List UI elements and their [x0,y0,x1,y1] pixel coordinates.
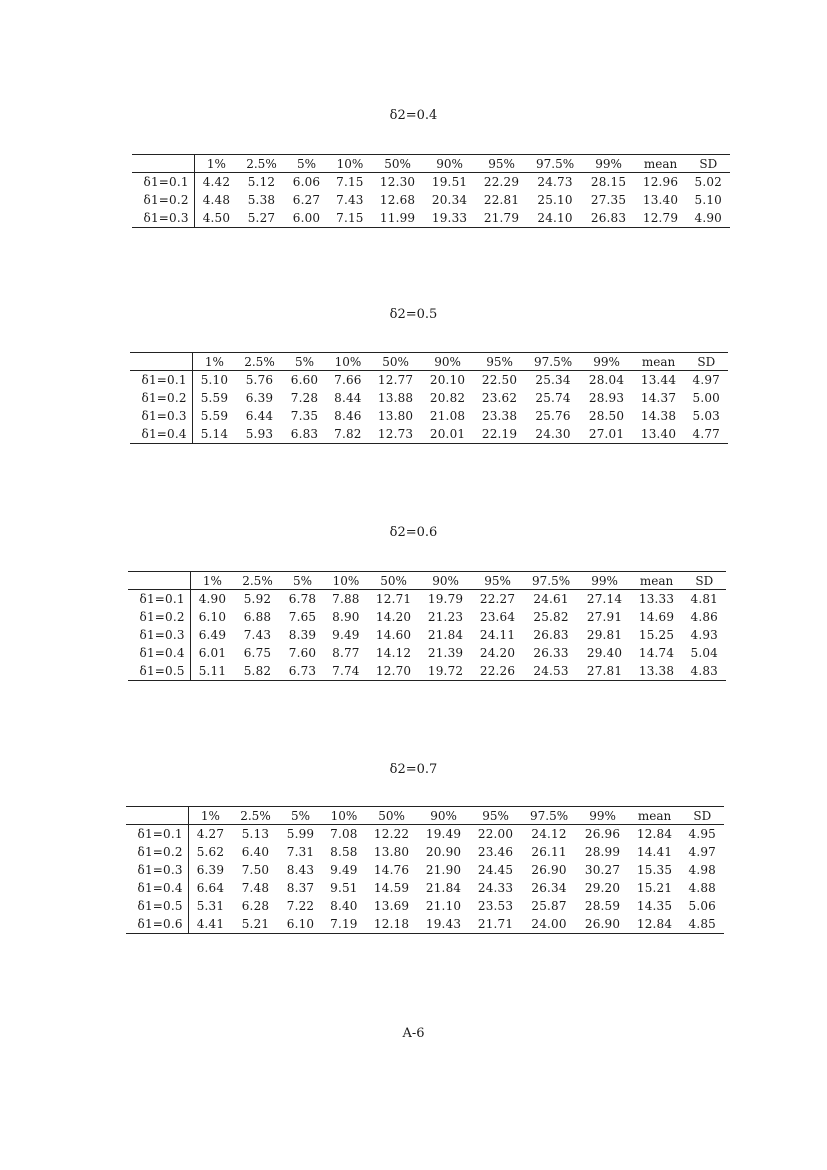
table-cell: 14.74 [638,646,675,660]
table-row [128,608,726,626]
header-corner-cell [132,155,194,173]
table-cell: 21.10 [425,899,462,913]
column-header: 10% [322,807,365,825]
table-cell: 8.46 [334,409,362,423]
column-header: 99% [577,807,629,825]
table-cell: 5.02 [694,175,723,189]
table-cell: 24.12 [531,827,567,841]
table-cell: 14.41 [636,845,673,859]
row-label: δ1=0.5 [128,662,190,681]
column-header: 50% [372,155,424,173]
table-cell: 9.49 [330,863,358,877]
table-caption-delta2-0-7: δ2=0.7 [389,762,438,777]
table-cell: 5.14 [200,427,229,441]
table-cell: 6.60 [290,373,319,387]
table-cell: 4.97 [688,845,717,859]
table-cell: 13.80 [377,409,414,423]
table-cell: 26.11 [531,845,567,859]
table-cell: 5.10 [694,193,723,207]
row-label: δ1=0.5 [126,897,188,915]
table-cell: 7.35 [290,409,319,423]
table-cell: 21.08 [429,409,466,423]
table-cell: 12.30 [379,175,416,189]
table-cell: 24.30 [535,427,571,441]
table-cell: 5.06 [688,899,717,913]
table-cell: 4.90 [198,592,227,606]
table-cell: 29.20 [584,881,621,895]
table-cell: 21.23 [427,610,464,624]
table-cell: 4.93 [690,628,719,642]
table-cell: 4.88 [688,881,717,895]
table-row [128,644,726,662]
table-cell: 22.00 [477,827,514,841]
table-cell: 26.96 [584,827,621,841]
table-cell: 14.20 [375,610,412,624]
table-cell: 20.34 [431,193,468,207]
column-header: 1% [192,353,236,371]
header-corner-cell [130,353,192,371]
table-cell: 14.76 [373,863,410,877]
column-header: 99% [583,155,635,173]
table-cell: 8.43 [286,863,315,877]
table-cell: 15.21 [636,881,673,895]
table-cell: 24.20 [479,646,516,660]
table-cell: 7.48 [241,881,270,895]
column-header: 90% [420,572,472,590]
table-row [126,843,724,861]
column-header: 10% [326,353,369,371]
table-cell: 12.79 [642,211,679,225]
table-cell: 21.79 [483,211,520,225]
table-cell: 6.73 [288,664,317,678]
table-cell: 7.74 [332,664,360,678]
table-cell: 22.81 [483,193,520,207]
column-header: SD [687,155,730,173]
table-cell: 27.14 [586,592,623,606]
row-label: δ1=0.1 [132,173,194,192]
column-header: 2.5% [238,155,285,173]
table-cell: 12.68 [379,193,416,207]
column-header: 90% [424,155,476,173]
table-cell: 28.59 [584,899,621,913]
column-header: 2.5% [236,353,283,371]
table-cell: 6.40 [241,845,270,859]
column-header: 99% [579,572,631,590]
table-cell: 21.71 [477,917,514,931]
column-header: 95% [474,353,526,371]
column-header: 10% [328,155,371,173]
column-header: 97.5% [524,572,579,590]
table-cell: 13.69 [373,899,410,913]
table-cell: 6.06 [292,175,321,189]
table-cell: 9.49 [332,628,360,642]
table-cell: 6.39 [245,391,274,405]
table-row [126,861,724,879]
table-cell: 24.73 [537,175,573,189]
column-header: SD [681,807,724,825]
table-cell: 21.84 [425,881,462,895]
table-cell: 6.88 [243,610,272,624]
table-cell: 8.90 [332,610,360,624]
table-cell: 24.00 [531,917,567,931]
table-row [128,662,726,681]
table-cell: 5.93 [245,427,274,441]
table-caption-delta2-0-4: δ2=0.4 [389,108,438,123]
column-header: mean [629,807,681,825]
table-cell: 12.73 [377,427,414,441]
table-cell: 19.33 [431,211,468,225]
table-header-row [132,155,730,173]
column-header: 10% [324,572,367,590]
column-header: mean [633,353,685,371]
table-cell: 9.51 [330,881,358,895]
table-cell: 13.38 [638,664,675,678]
table-cell: 13.33 [638,592,675,606]
quantile-table-delta2-0-4 [132,154,730,228]
table-cell: 5.00 [692,391,721,405]
row-label: δ1=0.2 [126,843,188,861]
table-cell: 24.10 [537,211,573,225]
column-header: 5% [279,807,322,825]
table-cell: 6.75 [243,646,272,660]
table-cell: 26.83 [533,628,569,642]
table-cell: 4.81 [690,592,719,606]
table-cell: 7.50 [241,863,270,877]
table-cell: 14.12 [375,646,412,660]
page-number: A-6 [402,1026,425,1041]
table-cell: 21.90 [425,863,462,877]
table-cell: 19.51 [431,175,468,189]
table-cell: 12.18 [373,917,410,931]
table-row [126,825,724,844]
table-cell: 5.04 [690,646,719,660]
table-header-row [128,572,726,590]
table-cell: 6.00 [292,211,321,225]
table-cell: 27.35 [590,193,627,207]
table-cell: 7.43 [336,193,364,207]
table-cell: 24.61 [533,592,569,606]
row-label: δ1=0.2 [130,389,192,407]
row-label: δ1=0.3 [130,407,192,425]
table-cell: 26.34 [531,881,567,895]
table-cell: 4.41 [196,917,225,931]
header-corner-cell [126,807,188,825]
table-cell: 28.04 [588,373,625,387]
table-cell: 22.50 [481,373,518,387]
table-row [130,407,728,425]
table-cell: 26.83 [590,211,627,225]
column-header: 1% [188,807,232,825]
table-cell: 7.15 [336,175,364,189]
table-cell: 14.59 [373,881,410,895]
table-cell: 26.90 [584,917,621,931]
table-cell: 5.10 [200,373,229,387]
table-cell: 6.49 [198,628,227,642]
table-cell: 8.40 [330,899,358,913]
table-cell: 22.19 [481,427,518,441]
table-cell: 8.77 [332,646,360,660]
row-label: δ1=0.3 [128,626,190,644]
table-cell: 4.42 [202,175,231,189]
table-cell: 7.15 [336,211,364,225]
table-cell: 28.50 [588,409,625,423]
table-cell: 5.92 [243,592,272,606]
column-header: mean [635,155,687,173]
table-cell: 25.10 [537,193,573,207]
table-cell: 27.81 [586,664,623,678]
column-header: 5% [281,572,324,590]
table-cell: 6.10 [286,917,315,931]
table-cell: 5.03 [692,409,721,423]
table-cell: 25.74 [535,391,571,405]
table-cell: 11.99 [379,211,416,225]
table-cell: 7.66 [334,373,362,387]
row-label: δ1=0.4 [128,644,190,662]
table-cell: 5.27 [247,211,276,225]
column-header: 90% [418,807,470,825]
table-cell: 19.49 [425,827,462,841]
column-header: 50% [370,353,422,371]
table-cell: 25.34 [535,373,571,387]
table-cell: 30.27 [584,863,621,877]
table-cell: 7.60 [288,646,317,660]
column-header: mean [631,572,683,590]
table-cell: 15.35 [636,863,673,877]
column-header: 97.5% [522,807,577,825]
table-cell: 23.46 [477,845,514,859]
table-cell: 4.98 [688,863,717,877]
table-cell: 14.37 [640,391,677,405]
column-header: 50% [368,572,420,590]
table-cell: 20.10 [429,373,466,387]
column-header: 5% [285,155,328,173]
table-cell: 6.64 [196,881,225,895]
table-cell: 13.44 [640,373,677,387]
table-row [130,371,728,390]
table-cell: 14.60 [375,628,412,642]
column-header: 95% [476,155,528,173]
table-cell: 6.83 [290,427,319,441]
table-cell: 21.39 [427,646,464,660]
table-cell: 12.84 [636,827,673,841]
column-header: 97.5% [526,353,581,371]
row-label: δ1=0.6 [126,915,188,934]
column-header: 99% [581,353,633,371]
table-cell: 24.33 [477,881,514,895]
table-cell: 27.91 [586,610,623,624]
table-cell: 5.62 [196,845,225,859]
table-cell: 5.12 [247,175,276,189]
table-cell: 13.40 [642,193,679,207]
table-cell: 6.27 [292,193,321,207]
table-cell: 7.65 [288,610,317,624]
table-cell: 14.35 [636,899,673,913]
table-cell: 6.28 [241,899,270,913]
table-cell: 13.88 [377,391,414,405]
table-cell: 6.39 [196,863,225,877]
table-cell: 5.21 [241,917,270,931]
table-cell: 21.84 [427,628,464,642]
column-header: 95% [472,572,524,590]
header-corner-cell [128,572,190,590]
table-cell: 4.86 [690,610,719,624]
table-cell: 20.90 [425,845,462,859]
column-header: 1% [194,155,238,173]
table-cell: 23.38 [481,409,518,423]
table-cell: 7.43 [243,628,272,642]
column-header: 1% [190,572,234,590]
row-label: δ1=0.4 [130,425,192,444]
table-row [126,915,724,934]
table-row [130,389,728,407]
table-cell: 14.69 [638,610,675,624]
column-header: SD [685,353,728,371]
table-cell: 7.88 [332,592,360,606]
table-cell: 8.37 [286,881,315,895]
table-cell: 19.43 [425,917,462,931]
table-cell: 26.90 [531,863,567,877]
table-cell: 23.53 [477,899,514,913]
table-cell: 5.82 [243,664,272,678]
table-cell: 4.95 [688,827,717,841]
table-cell: 4.48 [202,193,231,207]
table-caption-delta2-0-5: δ2=0.5 [389,307,438,322]
table-cell: 23.62 [481,391,518,405]
table-cell: 19.72 [427,664,464,678]
table-cell: 19.79 [427,592,464,606]
table-cell: 5.31 [196,899,225,913]
table-cell: 5.38 [247,193,276,207]
table-cell: 20.82 [429,391,466,405]
table-cell: 8.44 [334,391,362,405]
table-cell: 20.01 [429,427,466,441]
table-row [130,425,728,444]
table-caption-delta2-0-6: δ2=0.6 [389,525,438,540]
table-cell: 5.11 [198,664,227,678]
table-cell: 4.97 [692,373,721,387]
column-header: 50% [366,807,418,825]
table-cell: 24.45 [477,863,514,877]
table-row [128,626,726,644]
table-cell: 12.71 [375,592,412,606]
table-row [132,191,730,209]
table-cell: 13.40 [640,427,677,441]
table-cell: 7.28 [290,391,319,405]
quantile-table-delta2-0-6 [128,571,726,681]
table-row [126,879,724,897]
table-cell: 7.08 [330,827,358,841]
table-header-row [130,353,728,371]
table-cell: 8.39 [288,628,317,642]
table-cell: 25.87 [531,899,567,913]
table-row [128,590,726,609]
table-cell: 23.64 [479,610,516,624]
table-cell: 6.01 [198,646,227,660]
column-header: 5% [283,353,326,371]
table-row [132,209,730,228]
row-label: δ1=0.3 [126,861,188,879]
table-cell: 12.22 [373,827,410,841]
column-header: SD [683,572,726,590]
table-cell: 22.26 [479,664,516,678]
row-label: δ1=0.4 [126,879,188,897]
table-header-row [126,807,724,825]
column-header: 2.5% [232,807,279,825]
table-cell: 12.77 [377,373,414,387]
table-cell: 4.27 [196,827,225,841]
row-label: δ1=0.1 [128,590,190,609]
row-label: δ1=0.2 [132,191,194,209]
table-cell: 12.84 [636,917,673,931]
column-header: 95% [470,807,522,825]
row-label: δ1=0.1 [130,371,192,390]
table-cell: 25.82 [533,610,569,624]
table-cell: 7.31 [286,845,315,859]
table-cell: 5.59 [200,391,229,405]
table-cell: 29.81 [586,628,623,642]
table-row [126,897,724,915]
quantile-table-delta2-0-7 [126,806,724,934]
table-cell: 4.83 [690,664,719,678]
table-cell: 25.76 [535,409,571,423]
table-cell: 15.25 [638,628,675,642]
column-header: 97.5% [528,155,583,173]
table-cell: 28.93 [588,391,625,405]
table-cell: 13.80 [373,845,410,859]
table-row [132,173,730,192]
table-cell: 6.44 [245,409,274,423]
table-cell: 6.78 [288,592,317,606]
table-cell: 22.29 [483,175,520,189]
table-cell: 4.90 [694,211,723,225]
column-header: 2.5% [234,572,281,590]
row-label: δ1=0.3 [132,209,194,228]
quantile-table-delta2-0-5 [130,352,728,444]
table-cell: 4.77 [692,427,721,441]
table-cell: 29.40 [586,646,623,660]
table-cell: 7.19 [330,917,358,931]
table-cell: 28.99 [584,845,621,859]
table-cell: 14.38 [640,409,677,423]
table-cell: 24.53 [533,664,569,678]
table-cell: 5.59 [200,409,229,423]
row-label: δ1=0.2 [128,608,190,626]
table-cell: 5.99 [286,827,315,841]
table-cell: 22.27 [479,592,516,606]
column-header: 90% [422,353,474,371]
table-cell: 4.85 [688,917,717,931]
table-cell: 12.70 [375,664,412,678]
table-cell: 7.82 [334,427,362,441]
table-cell: 5.76 [245,373,274,387]
table-cell: 28.15 [590,175,627,189]
table-cell: 26.33 [533,646,569,660]
table-cell: 6.10 [198,610,227,624]
table-cell: 4.50 [202,211,231,225]
row-label: δ1=0.1 [126,825,188,844]
table-cell: 5.13 [241,827,270,841]
table-cell: 7.22 [286,899,315,913]
table-cell: 12.96 [642,175,679,189]
table-cell: 8.58 [330,845,358,859]
table-cell: 27.01 [588,427,625,441]
table-cell: 24.11 [479,628,516,642]
